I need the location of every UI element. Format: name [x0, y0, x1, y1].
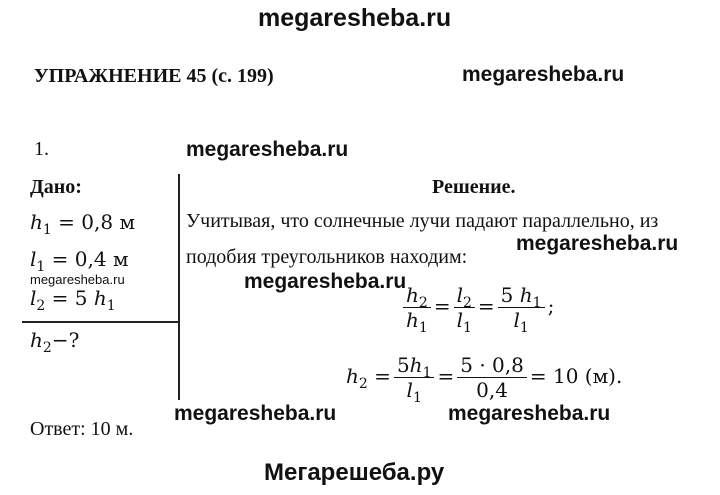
given-find: $h_2-$?: [30, 328, 80, 356]
watermark-top: megaresheba.ru: [258, 4, 452, 32]
solution-line-2: подобия треугольников находим:: [186, 246, 468, 268]
given-separator: [22, 321, 179, 323]
column-divider: [178, 174, 180, 400]
solution-line-1: Учитывая, что солнечные лучи падают параллельно, из: [186, 210, 659, 232]
fraction-5h1-l1: $\frac{5 h_1}{l_1}$: [498, 283, 545, 332]
fraction-5h1-l1-b: $\frac{5h_1}{l_1}$: [394, 353, 435, 402]
watermark-bottom-left: megaresheba.ru: [174, 402, 337, 425]
watermark-center-left: megaresheba.ru: [244, 270, 407, 293]
watermark-right-mid: megaresheba.ru: [516, 232, 679, 255]
given-l1: $l_1 = 0,4$ м: [30, 247, 129, 275]
problem-number: 1.: [34, 138, 49, 160]
fraction-h2-h1: $\frac{h_2}{h_1}$: [403, 283, 431, 332]
given-h1: $h_1 = 0,8$ м: [30, 210, 136, 238]
watermark-below-number: megaresheba.ru: [186, 138, 349, 161]
formula-result: $h_2$ = $\frac{5h_1}{l_1}$ = $\frac{5 \cdot 0,8}{0,4}$ = 10 (м).: [346, 353, 623, 406]
given-heading: Дано:: [30, 176, 82, 198]
given-l2: $l_2 = 5$ $h_1$: [30, 286, 116, 314]
exercise-title: УПРАЖНЕНИЕ 45 (с. 199): [34, 65, 274, 87]
watermark-bottom-right: megaresheba.ru: [448, 402, 611, 425]
fraction-numeric: $\frac{5 \cdot 0,8}{0,4}$: [457, 353, 527, 402]
fraction-l2-l1: $\frac{l_2}{l_1}$: [454, 283, 475, 332]
watermark-given-small: megaresheba.ru: [30, 272, 125, 287]
watermark-header-right: megaresheba.ru: [462, 63, 625, 86]
answer: Ответ: 10 м.: [30, 418, 134, 440]
formula-similarity: $\frac{h_2}{h_1}$ = $\frac{l_2}{l_1}$ = $\frac{5 h_1}{l_1}$ ;: [400, 283, 554, 332]
solution-heading: Решение.: [432, 176, 516, 198]
footer-site-name: Мегарешеба.ру: [264, 459, 445, 486]
